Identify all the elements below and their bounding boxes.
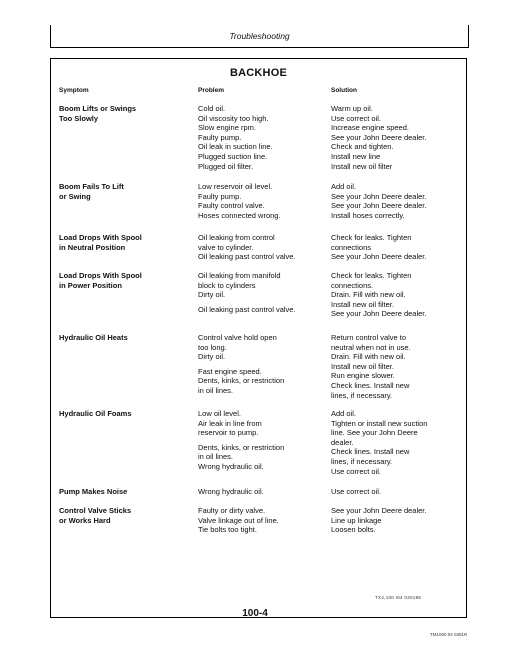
problem-line: Hoses connected wrong. — [198, 210, 281, 220]
problem-cell — [198, 271, 328, 314]
solution-line: See your John Deere dealer. — [331, 309, 427, 319]
problem-line: block to cylinders — [198, 280, 256, 290]
solution-line: Install new line — [331, 151, 381, 161]
solution-cell — [331, 333, 463, 400]
problem-line: Wrong hydraulic oil. — [198, 461, 264, 471]
symptom-line: or Works Hard — [59, 515, 111, 525]
solution-line: Tighten or install new suction — [331, 418, 428, 428]
symptom-line: Too Slowly — [59, 113, 99, 123]
page-header — [50, 25, 469, 48]
problem-line: Plugged oil filter. — [198, 161, 254, 171]
solution-line: Loosen bolts. — [331, 525, 376, 535]
solution-line: Check lines. Install new — [331, 447, 410, 457]
problem-line: Fast engine speed. — [198, 366, 262, 376]
problem-cell — [198, 409, 328, 472]
solution-line: Increase engine speed. — [331, 123, 409, 133]
solution-cell — [331, 487, 463, 497]
problem-line: Low oil level. — [198, 409, 241, 418]
problem-line: Oil leaking from control — [198, 233, 275, 242]
problem-line: valve to cylinder. — [198, 242, 254, 252]
problem-line: reservoir to pump. — [198, 428, 259, 438]
solution-line: Warm up oil. — [331, 104, 373, 113]
column-header-solution: Solution — [331, 87, 357, 94]
solution-line: Return control valve to — [331, 333, 407, 342]
problem-line: Air leak in line from — [198, 418, 262, 428]
problem-line: Oil leaking past control valve. — [198, 304, 296, 314]
problem-cell — [198, 506, 328, 535]
problem-line: Oil leaking past control valve. — [198, 252, 296, 262]
symptom-cell — [59, 271, 189, 290]
symptom-cell — [59, 487, 189, 497]
symptom-line: in Neutral Position — [59, 242, 126, 252]
problem-cell — [198, 182, 328, 220]
symptom-line: Control Valve Sticks — [59, 506, 132, 515]
solution-line: dealer. — [331, 437, 354, 447]
problem-line: Dents, kinks, or restriction — [198, 442, 285, 452]
solution-line: lines, if necessary. — [331, 456, 393, 466]
solution-line: Check lines. Install new — [331, 380, 410, 390]
solution-line: Add oil. — [331, 409, 357, 418]
symptom-line: in Power Position — [59, 280, 122, 290]
solution-line: Install new oil filter. — [331, 361, 394, 371]
symptom-cell — [59, 233, 189, 252]
solution-cell — [331, 506, 463, 535]
solution-line: See your John Deere dealer. — [331, 506, 427, 515]
solution-line: Add oil. — [331, 182, 357, 191]
solution-line: Use correct oil. — [331, 487, 382, 496]
document-code: TM1000 04 0301R — [430, 632, 468, 637]
solution-cell — [331, 233, 463, 262]
solution-line: neutral when not in use. — [331, 342, 411, 352]
solution-line: See your John Deere dealer. — [331, 252, 427, 262]
troubleshooting-table — [50, 58, 467, 618]
solution-line: Run engine slower. — [331, 371, 395, 381]
problem-line: Wrong hydraulic oil. — [198, 487, 264, 496]
problem-cell — [198, 487, 328, 497]
symptom-line: Boom Lifts or Swings — [59, 104, 137, 113]
problem-line: Oil leaking from manifold — [198, 271, 281, 280]
solution-line: Check for leaks. Tighten — [331, 233, 412, 242]
solution-line: Install hoses correctly. — [331, 210, 405, 220]
solution-cell — [331, 271, 463, 319]
problem-cell — [198, 104, 328, 171]
problem-line: Dirty oil. — [198, 352, 226, 362]
solution-line: Install new oil filter — [331, 161, 393, 171]
solution-line: Check for leaks. Tighten — [331, 271, 412, 280]
problem-line: Faulty pump. — [198, 132, 242, 142]
problem-line: Slow engine rpm. — [198, 123, 256, 133]
problem-line: Low reservoir oil level. — [198, 182, 273, 191]
symptom-line: or Swing — [59, 191, 91, 201]
solution-line: Use correct oil. — [331, 113, 382, 123]
section-title: Troubleshooting — [229, 31, 290, 41]
solution-line: See your John Deere dealer. — [331, 201, 427, 211]
symptom-cell — [59, 104, 189, 123]
problem-line: Faulty pump. — [198, 191, 242, 201]
symptom-line: Pump Makes Noise — [59, 487, 128, 496]
solution-line: Install new oil filter. — [331, 299, 394, 309]
problem-line: Control valve hold open — [198, 333, 277, 342]
solution-line: Drain. Fill with new oil. — [331, 290, 406, 300]
solution-cell — [331, 182, 463, 220]
symptom-cell — [59, 409, 189, 419]
problem-line: Oil leak in suction line. — [198, 142, 273, 152]
solution-line: connections. — [331, 280, 374, 290]
symptom-cell — [59, 333, 189, 343]
column-header-symptom: Symptom — [59, 87, 89, 94]
symptom-line: Hydraulic Oil Foams — [59, 409, 132, 418]
solution-line: Use correct oil. — [331, 466, 382, 476]
solution-line: connections — [331, 242, 372, 252]
symptom-line: Hydraulic Oil Heats — [59, 333, 128, 342]
solution-cell — [331, 409, 463, 476]
problem-line: Faulty or dirty valve. — [198, 506, 266, 515]
solution-line: Drain. Fill with new oil. — [331, 352, 406, 362]
problem-line: Cold oil. — [198, 104, 226, 113]
solution-line: line. See your John Deere — [331, 428, 418, 438]
problem-line: too long. — [198, 342, 227, 352]
symptom-line: Load Drops With Spool — [59, 271, 142, 280]
solution-line: lines, if necessary. — [331, 390, 393, 400]
problem-line: in oil lines. — [198, 385, 234, 395]
symptom-line: Boom Fails To Lift — [59, 182, 124, 191]
problem-line: Oil viscosity too high. — [198, 113, 269, 123]
solution-cell — [331, 104, 463, 171]
symptom-cell — [59, 182, 189, 201]
column-header-problem: Problem — [198, 87, 225, 94]
solution-line: Line up linkage — [331, 515, 382, 525]
problem-line: Faulty control valve. — [198, 201, 265, 211]
problem-line: Plugged suction line. — [198, 151, 268, 161]
table-title: BACKHOE — [229, 67, 287, 79]
solution-line: See your John Deere dealer. — [331, 132, 427, 142]
problem-line: Tie bolts too tight. — [198, 525, 257, 535]
page-number: 100-4 — [242, 608, 268, 619]
symptom-cell — [59, 506, 189, 525]
solution-line: Check and tighten. — [331, 142, 394, 152]
problem-line: Dirty oil. — [198, 290, 226, 300]
problem-cell — [198, 333, 328, 396]
problem-line: Valve linkage out of line. — [198, 515, 279, 525]
problem-line: Dents, kinks, or restriction — [198, 376, 285, 386]
solution-line: See your John Deere dealer. — [331, 191, 427, 201]
symptom-line: Load Drops With Spool — [59, 233, 142, 242]
figure-reference: TX2,100 I64 030186 — [375, 595, 422, 600]
problem-line: in oil lines. — [198, 452, 234, 462]
problem-cell — [198, 233, 328, 262]
